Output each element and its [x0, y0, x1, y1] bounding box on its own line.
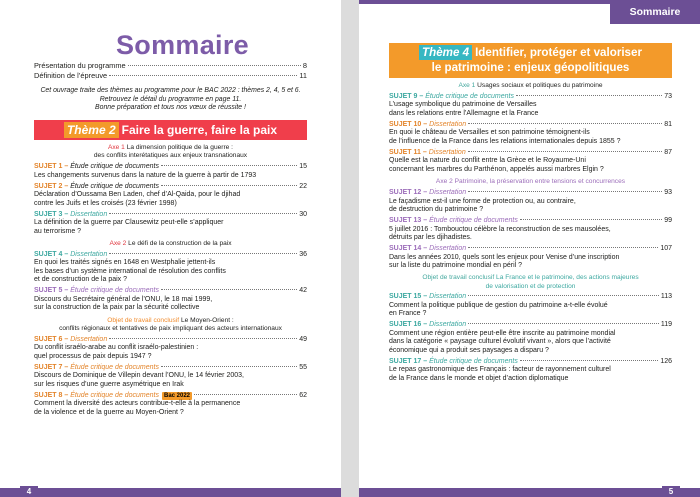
subject-5[interactable]: SUJET 5 – Étude critique de documents 42 Discours du Secrétaire général de l’ONU, le 18 mai 1999, sur la construction de la paix par la sécurité collective [34, 287, 307, 312]
toc-row[interactable]: Définition de l’épreuve 11 [34, 70, 307, 80]
toc-left [34, 61, 307, 417]
toc-row[interactable]: Présentation du programme 8 [34, 61, 307, 70]
bac-2022-badge: Bac 2022 [163, 392, 191, 399]
page-title: Sommaire [116, 30, 249, 60]
subject-15[interactable]: SUJET 15 – Dissertation 113 Comment la politique publique de gestion du patrimoine a-t-elle évolué en France ? [389, 293, 672, 318]
theme-4-banner: Thème 4 Identifier, protéger et valoriser le patrimoine : enjeux géopolitiques [389, 43, 672, 78]
footer-bar [0, 488, 341, 497]
subject-16[interactable]: SUJET 16 – Dissertation 119 Comment une région entière peut-elle être inscrite au patrimoine mondial dans la catégorie « paysage culturel évolutif vivant », alors que l’activité économique qui a produit ses paysages a disparu ? [389, 321, 672, 354]
subject-3[interactable]: SUJET 3 – Dissertation 30 La définition de la guerre par Clausewitz peut-elle s’appliquer au terrorisme ? [34, 210, 307, 235]
axe-1-heading: Axe 1 La dimension politique de la guerre : des conflits interétatiques aux enjeux transnationaux [93, 143, 248, 160]
page-number: 5 [662, 486, 680, 497]
subject-10[interactable]: SUJET 10 – Dissertation 81 En quoi le château de Versailles et son patrimoine témoignent-ils de l’influence de la France dans les relations internationales depuis 1855 ? [389, 120, 672, 145]
subject-13[interactable]: SUJET 13 – Étude critique de documents 99 5 juillet 2016 : Tombouctou célèbre la reconstruction de ses mausolées, détruits par les djihadistes. [389, 217, 672, 241]
toc-right [389, 36, 672, 383]
footer-bar [359, 488, 700, 497]
subject-14[interactable]: SUJET 14 – Dissertation 107 Dans les années 2010, quels sont les enjeux pour Venise d’une inscription sur la liste du patrimoine mondial en péril ? [389, 245, 672, 269]
intro-text: Cet ouvrage traite des thèmes au programme pour le BAC 2022 : thèmes 2, 4, 5 et 6. Retrouvez le détail du programme en page 11. Bonne préparation et tous nos vœux de réussite ! [40, 87, 301, 112]
axe-2-heading: Axe 2 Le défi de la construction de la paix [109, 239, 232, 247]
theme-2-banner: Thème 2 Faire la guerre, faire la paix [34, 120, 307, 140]
page-number: 4 [20, 486, 38, 497]
subject-6[interactable]: SUJET 6 – Dissertation 49 Du conflit israélo-arabe au conflit israélo-palestinien : quel processus de paix depuis 1947 ? [34, 335, 307, 360]
subject-2[interactable]: SUJET 2 – Étude critique de documents 22 Déclaration d’Oussama Ben Laden, chef d’Al-Qaida, pour le djihad contre les Juifs et les croisés (23 février 1998) [34, 182, 307, 207]
axe-2-heading: Axe 2 Patrimoine, la préservation entre tensions et concurrences [435, 178, 626, 186]
objet-conclusif-heading: Objet de travail conclusif La France et le patrimoine, des actions majeures de valorisation et de protection [422, 274, 639, 290]
subject-12[interactable]: SUJET 12 – Dissertation 93 Le façadisme est-il une forme de protection ou, au contraire, de destruction du patrimoine ? [389, 189, 672, 213]
sommaire-tab[interactable]: Sommaire [610, 0, 700, 24]
right-page [359, 0, 700, 497]
axe-1-heading: Axe 1 Usages sociaux et politiques du patrimoine [458, 82, 603, 89]
subject-1[interactable]: SUJET 1 – Étude critique de documents 15 Les changements survenus dans la nature de la guerre à partir de 1793 [34, 162, 307, 179]
objet-conclusif-heading: Objet de travail conclusif Le Moyen-Orient : conflits régionaux et tentatives de paix impliquant des acteurs internationaux [59, 316, 282, 332]
subject-8[interactable]: SUJET 8 – Étude critique de documents Bac 2022 62 Comment la diversité des acteurs contribue-t-elle à la permanence de la violence et de la guerre au Moyen-Orient ? [34, 391, 307, 416]
subject-11[interactable]: SUJET 11 – Dissertation 87 Quelle est la nature du conflit entre la Grèce et le Royaume-Uni concernant les marbres du Parthénon, appelés aussi marbres Elgin ? [389, 148, 672, 173]
subject-7[interactable]: SUJET 7 – Étude critique de documents 55 Discours de Dominique de Villepin devant l’ONU, le 14 février 2003, sur les risques d’une guerre asymétrique en Irak [34, 363, 307, 388]
subject-4[interactable]: SUJET 4 – Dissertation 36 En quoi les traités signés en 1648 en Westphalie jettent-ils les bases d’un système international de résolution des conflits et de construction de la paix ? [34, 250, 307, 284]
subject-17[interactable]: SUJET 17 – Étude critique de documents 126 Le repas gastronomique des Français : facteur de rayonnement culturel de la France dans le monde et objet d’action diplomatique [389, 357, 672, 382]
book-gutter [341, 0, 359, 497]
subject-9[interactable]: SUJET 9 – Étude critique de documents 73 L’usage symbolique du patrimoine de Versailles dans les relations entre l’Allemagne et la France [389, 92, 672, 117]
left-page [0, 0, 341, 497]
